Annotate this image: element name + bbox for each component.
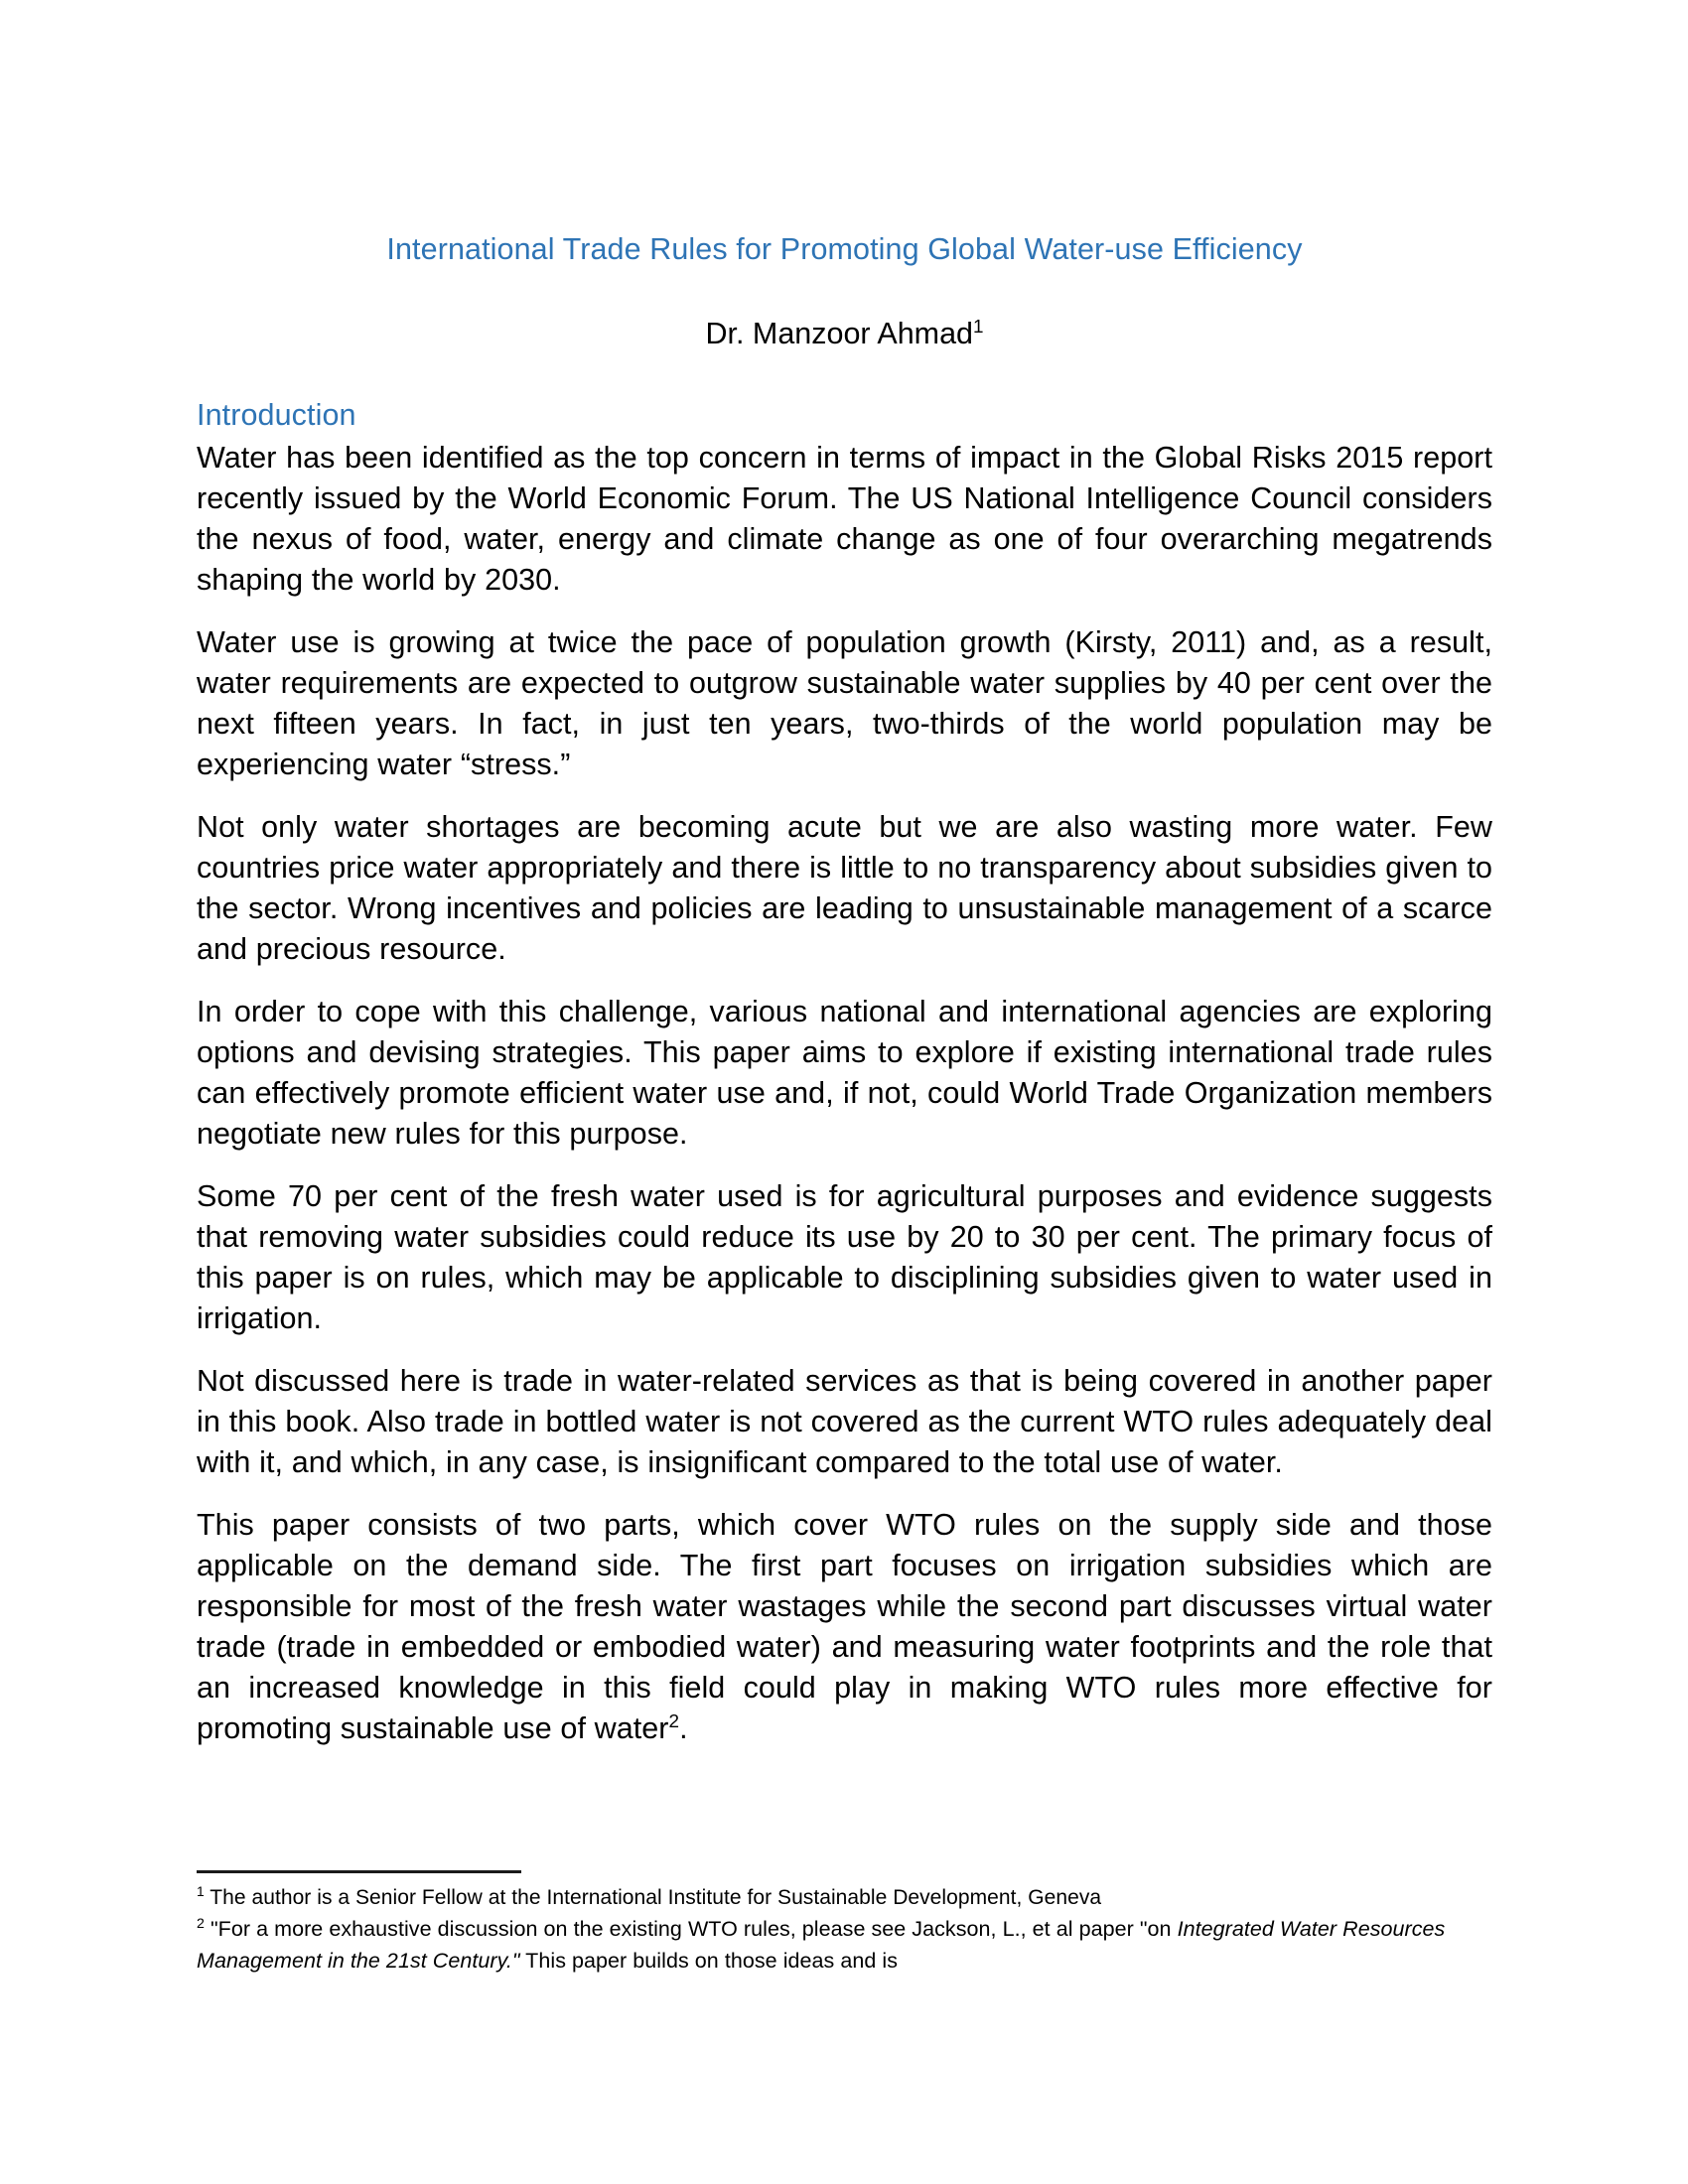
page-title: International Trade Rules for Promoting Global Water-use Efficiency bbox=[386, 232, 1303, 266]
footnote-2 bbox=[197, 1913, 1492, 1978]
footnote-2-marker: 2 bbox=[197, 1916, 205, 1933]
paragraph-7-footnote-marker: 2 bbox=[668, 1711, 680, 1733]
paragraph-5: Some 70 per cent of the fresh water used is for agricultural purposes and evidence suggests that removing water subsidies could reduce its use by 20 to 30 per cent. The primary focus of this paper is on rules, which may be applicable to disciplining subsidies given to water used in irrigation. bbox=[197, 1179, 1492, 1336]
paragraph-4: In order to cope with this challenge, various national and international agencies are exploring options and devising strategies. This paper aims to explore if existing international trade rules can effectively promote efficient water use and, if not, could World Trade Organization members negotiate new rules for this purpose. bbox=[197, 995, 1492, 1152]
footnote-2-text-after: This paper builds on those ideas and is bbox=[519, 1949, 899, 1974]
paragraph-7-trailing: . bbox=[679, 1711, 688, 1746]
paragraph-7-text: This paper consists of two parts, which cover WTO rules on the supply side and those applicable on the demand side. The first part focuses on irrigation subsidies which are responsible for most of the fresh water wastages while the second part discusses virtual water trade (trade in embedded or embodied water) and measuring water footprints and the role that an increased knowledge in this field could play in making WTO rules more effective for promoting sustainable use of water bbox=[197, 1508, 1492, 1746]
author-byline bbox=[197, 268, 1492, 352]
author-name: Dr. Manzoor Ahmad bbox=[705, 317, 974, 351]
footnote-2-text-before: "For a more exhaustive discussion on the existing WTO rules, please see Jackson, L., et al paper "on bbox=[210, 1917, 1178, 1942]
author-footnote-marker: 1 bbox=[973, 316, 984, 338]
paragraph-3: Not only water shortages are becoming acute but we are also wasting more water. Few countries price water appropriately and there is little to no transparency about subsidies given to the sector. Wrong incentives and policies are leading to unsustainable management of a scarce and precious resource. bbox=[197, 809, 1492, 967]
paragraph-7 bbox=[197, 1505, 1492, 1749]
footnote-area bbox=[197, 1870, 1492, 1978]
footnote-1-marker: 1 bbox=[197, 1883, 205, 1899]
paragraph-2: Water use is growing at twice the pace of population growth (Kirsty, 2011) and, as a result, water requirements are expected to outgrow sustainable water supplies by 40 per cent over the next fifteen years. In fact, in just ten years, two-thirds of the world population may be experiencing water “stress.” bbox=[197, 624, 1492, 781]
footnote-separator-rule bbox=[197, 1870, 521, 1873]
paragraph-6: Not discussed here is trade in water-related services as that is being covered in another paper in this book. Also trade in bottled water is not covered as the current WTO rules adequately deal with it, and which, in any case, is insignificant compared to the total use of water. bbox=[197, 1364, 1492, 1480]
footnote-2-text-italic: Integrated Water Resources Management in the 21st Century." bbox=[197, 1917, 1446, 1974]
footnote-1 bbox=[197, 1883, 1492, 1913]
footnote-1-text: The author is a Senior Fellow at the International Institute for Sustainable Development, Geneva bbox=[210, 1886, 1102, 1909]
document-body bbox=[197, 0, 1492, 1771]
section-heading-introduction: Introduction bbox=[197, 397, 356, 432]
paragraph-1: Water has been identified as the top concern in terms of impact in the Global Risks 2015 report recently issued by the World Economic Forum. The US National Intelligence Council considers the nexus of food, water, energy and climate change as one of four overarching megatrends shaping the world by 2030. bbox=[197, 440, 1492, 597]
